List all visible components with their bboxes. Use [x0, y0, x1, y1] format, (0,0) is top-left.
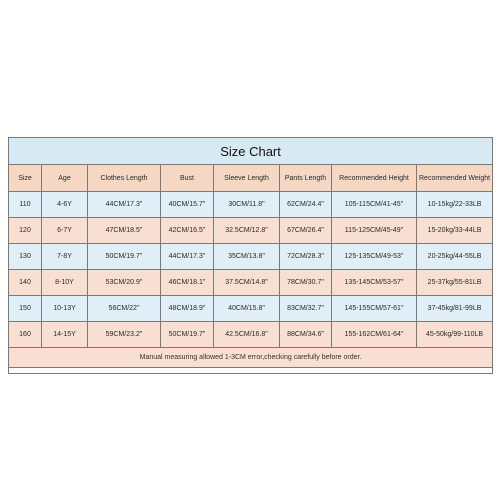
cell-pants-length: 78CM/30.7" — [280, 270, 332, 296]
cell-pants-length: 67CM/26.4" — [280, 218, 332, 244]
cell-size: 150 — [9, 296, 42, 322]
cell-recommended-height: 105-115CM/41-45" — [332, 192, 417, 218]
cell-age: 14-15Y — [42, 322, 88, 348]
table-row — [9, 296, 493, 322]
cell-age: 8-10Y — [42, 270, 88, 296]
cell-recommended-weight: 25-37kg/55-81LB — [417, 270, 493, 296]
cell-bust: 44CM/17.3" — [161, 244, 214, 270]
cell-age: 7-8Y — [42, 244, 88, 270]
cell-bust: 42CM/16.5" — [161, 218, 214, 244]
cell-recommended-weight: 10-15kg/22-33LB — [417, 192, 493, 218]
table-row — [9, 244, 493, 270]
cell-recommended-height: 125-135CM/49-53" — [332, 244, 417, 270]
cell-clothes-length: 44CM/17.3" — [88, 192, 161, 218]
cell-sleeve-length: 42.5CM/16.8" — [214, 322, 280, 348]
cell-bust: 48CM/18.9" — [161, 296, 214, 322]
column-header-age: Age — [42, 165, 88, 192]
chart-title: Size Chart — [9, 138, 493, 165]
column-header-sleeve-length: Sleeve Length — [214, 165, 280, 192]
cell-sleeve-length: 40CM/15.8" — [214, 296, 280, 322]
cell-age: 6-7Y — [42, 218, 88, 244]
cell-age: 10-13Y — [42, 296, 88, 322]
cell-pants-length: 88CM/34.6" — [280, 322, 332, 348]
cell-size: 160 — [9, 322, 42, 348]
measurement-note: Manual measuring allowed 1-3CM error,checking carefully before order. — [9, 348, 493, 368]
cell-bust: 46CM/18.1" — [161, 270, 214, 296]
cell-bust: 40CM/15.7" — [161, 192, 214, 218]
cell-size: 110 — [9, 192, 42, 218]
cell-clothes-length: 56CM/22" — [88, 296, 161, 322]
column-header-recommended-weight: Recommended Weight — [417, 165, 493, 192]
table-bottom-spacer — [9, 368, 493, 374]
cell-clothes-length: 47CM/18.5" — [88, 218, 161, 244]
cell-pants-length: 83CM/32.7" — [280, 296, 332, 322]
cell-clothes-length: 50CM/19.7" — [88, 244, 161, 270]
size-chart — [8, 137, 492, 374]
cell-recommended-height: 155-162CM/61-64" — [332, 322, 417, 348]
column-header-recommended-height: Recommended Height — [332, 165, 417, 192]
cell-recommended-weight: 45-50kg/99-110LB — [417, 322, 493, 348]
cell-recommended-height: 115-125CM/45-49" — [332, 218, 417, 244]
cell-size: 140 — [9, 270, 42, 296]
cell-bust: 50CM/19.7" — [161, 322, 214, 348]
header-row — [9, 165, 493, 192]
table-row — [9, 322, 493, 348]
column-header-bust: Bust — [161, 165, 214, 192]
cell-recommended-weight: 37-45kg/81-99LB — [417, 296, 493, 322]
column-header-size: Size — [9, 165, 42, 192]
table-row — [9, 218, 493, 244]
cell-size: 120 — [9, 218, 42, 244]
table-row — [9, 192, 493, 218]
cell-sleeve-length: 37.5CM/14.8" — [214, 270, 280, 296]
cell-clothes-length: 59CM/23.2" — [88, 322, 161, 348]
cell-recommended-height: 135-145CM/53-57" — [332, 270, 417, 296]
table-row — [9, 270, 493, 296]
cell-sleeve-length: 35CM/13.8" — [214, 244, 280, 270]
cell-sleeve-length: 32.5CM/12.8" — [214, 218, 280, 244]
cell-size: 130 — [9, 244, 42, 270]
cell-recommended-weight: 15-20kg/33-44LB — [417, 218, 493, 244]
cell-pants-length: 72CM/28.3" — [280, 244, 332, 270]
cell-clothes-length: 53CM/20.9" — [88, 270, 161, 296]
cell-pants-length: 62CM/24.4" — [280, 192, 332, 218]
size-chart-table — [8, 137, 493, 374]
column-header-clothes-length: Clothes Length — [88, 165, 161, 192]
cell-age: 4-6Y — [42, 192, 88, 218]
column-header-pants-length: Pants Length — [280, 165, 332, 192]
cell-sleeve-length: 30CM/11.8" — [214, 192, 280, 218]
cell-recommended-height: 145-155CM/57-61" — [332, 296, 417, 322]
cell-recommended-weight: 20-25kg/44-55LB — [417, 244, 493, 270]
